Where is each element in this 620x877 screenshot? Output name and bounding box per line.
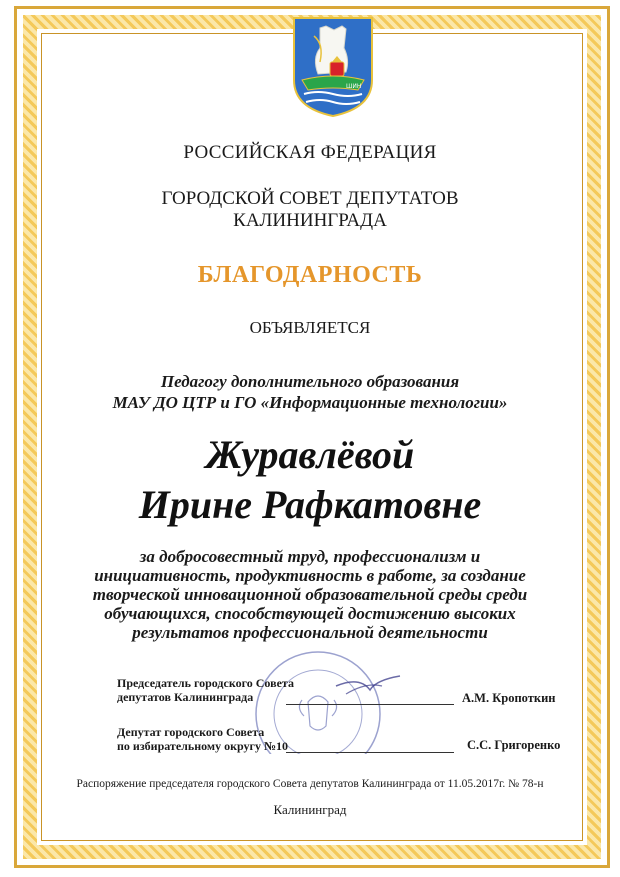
- signature-role-2: [117, 725, 288, 753]
- recipient-given-names: Ирине Рафкатовне: [138, 482, 482, 527]
- order-reference: Распоряжение председателя городского Совета депутатов Калининграда от 11.05.2017г. № 78-н: [76, 778, 544, 790]
- reason-line: результатов профессиональной деятельности: [132, 623, 488, 642]
- signature-role-1: [117, 676, 294, 704]
- signature-role-2-line-2: по избирательному округу №10: [117, 739, 289, 753]
- city-name: Калининград: [273, 802, 347, 817]
- reason-line: обучающихся, способствующей достижению высоких: [104, 604, 516, 623]
- recipient-name: [0, 430, 620, 530]
- crest-motto: ШИН: [346, 83, 362, 90]
- signature-role-1-line-1: Председатель городского Совета: [117, 676, 294, 690]
- signature-line-2: [286, 752, 454, 753]
- recipient-position: [0, 371, 620, 413]
- position-line-1: Педагогу дополнительного образования: [160, 372, 460, 391]
- country-name: РОССИЙСКАЯ ФЕДЕРАЦИЯ: [183, 142, 437, 163]
- signature-line-1: [286, 704, 454, 705]
- reason-line: творческой инновационной образовательной среды среди: [92, 585, 528, 604]
- document-title: БЛАГОДАРНОСТЬ: [197, 262, 423, 288]
- council-name-line-2: КАЛИНИНГРАДА: [233, 210, 387, 231]
- signatory-name-2: С.С. Григоренко: [467, 738, 561, 752]
- signatory-name-1: А.М. Кропоткин: [462, 691, 556, 705]
- signature-role-2-line-1: Депутат городского Совета: [117, 725, 265, 739]
- reason-text: [0, 547, 620, 642]
- announce-text: ОБЪЯВЛЯЕТСЯ: [249, 318, 371, 337]
- kaliningrad-coat-of-arms-icon: [290, 14, 376, 118]
- signature-role-1-line-2: депутатов Калининграда: [117, 690, 254, 704]
- position-line-2: МАУ ДО ЦТР и ГО «Информационные технологии»: [112, 393, 508, 412]
- reason-line: инициативность, продуктивность в работе, за создание: [94, 566, 526, 585]
- reason-line: за добросовестный труд, профессионализм и: [139, 547, 481, 566]
- recipient-surname: Журавлёвой: [205, 432, 415, 477]
- council-name: [0, 188, 620, 232]
- council-name-line-1: ГОРОДСКОЙ СОВЕТ ДЕПУТАТОВ: [161, 188, 459, 209]
